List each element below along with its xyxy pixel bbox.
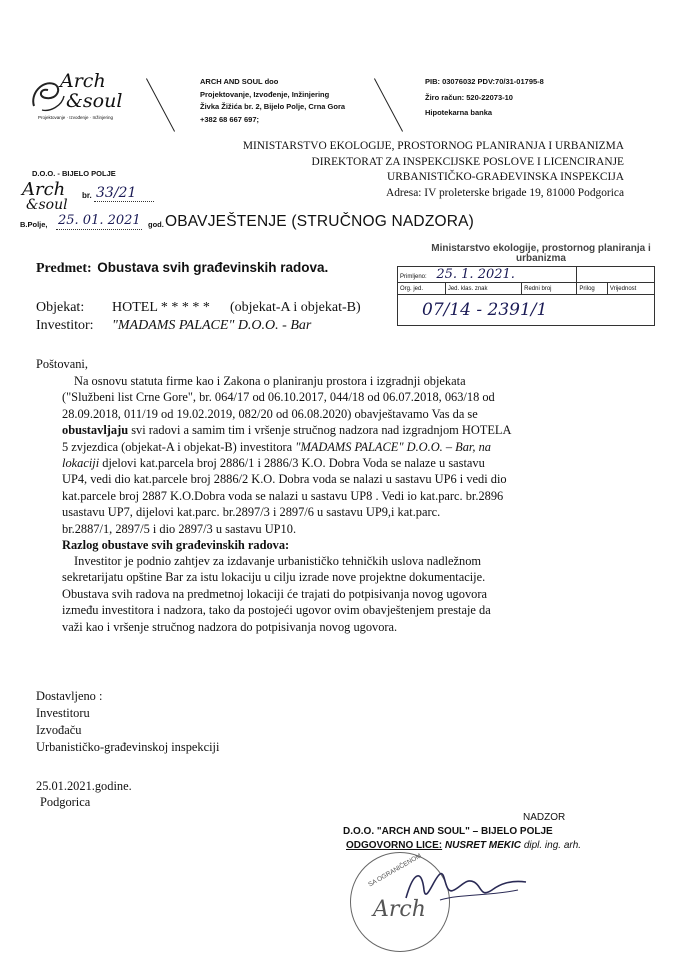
- signature-company: D.O.O. "ARCH AND SOUL" – BIJELO POLJE: [343, 826, 553, 837]
- delivered-item: Izvođaču: [36, 723, 82, 737]
- company-reference-stamp: [20, 165, 180, 235]
- investor-value: "MADAMS PALACE" D.O.O. - Bar: [112, 318, 312, 333]
- received-date: 25. 1. 2021.: [436, 267, 515, 282]
- subject-line: [36, 260, 328, 277]
- p2-line: sekretarijatu opštine Bar za istu lokaciju u cilju izrade nove projektne dokumentacije.: [62, 570, 486, 585]
- company-finance: [425, 76, 544, 120]
- document-date: 25.01.2021.godine.: [36, 779, 132, 793]
- p1-line: Na osnovu statuta firme kao i Zakona o planiranju prostora i izgradnji objekata: [74, 374, 466, 388]
- ministry-line-1: MINISTARSTVO EKOLOGIJE, PROSTORNOG PLANIRANJA I URBANIZMA: [242, 140, 624, 152]
- p1-line: obustavljaju svi radovi a samim tim i vršenje stručnog nadzora nad izgradnjom HOTELA: [62, 423, 512, 438]
- stamp-logo-soul: &soul: [26, 197, 68, 213]
- investor-label: Investitor:: [36, 318, 94, 333]
- p1-line: 5 zvjezdica (objekat-A i objekat-B) investitora "MADAMS PALACE" D.O.O. – Bar, na: [62, 439, 491, 454]
- p1-line: kat.parcele broj 2887 K.O.Dobra voda se nalazi u sastavu UP8 . Vedi io kat.parc. br.2896: [62, 488, 504, 503]
- main-paragraph: [36, 373, 636, 537]
- p2-line: između investitora i nadzora, tako da postojeći ugovor ovim obavještenjem prestaje da: [62, 603, 491, 618]
- signature-responsible: [346, 840, 581, 851]
- stamp-logo-arch: Arch: [22, 179, 66, 200]
- responsible-label: ODGOVORNO LICE:: [346, 840, 443, 851]
- delivered-list: [36, 688, 219, 756]
- p1-line: lokaciji djelovi kat.parcela broj 2886/1 i 2886/3 K.O. Dobra Voda se nalaze u sastavu: [62, 456, 485, 471]
- col-org-jed: Org. jed.: [398, 283, 446, 295]
- stamp-date-value: 25. 01. 2021: [58, 213, 141, 228]
- received-empty-cell: [577, 267, 655, 283]
- company-pib: PIB: 03076032 PDV:70/31-01795-8: [425, 77, 544, 86]
- object-line: [36, 300, 416, 316]
- company-services: Projektovanje, Izvođenje, Inžinjering: [200, 89, 330, 99]
- stamp-date-line: [56, 229, 142, 230]
- subject-value: Obustava svih građevinskih radova.: [97, 260, 329, 275]
- date-place: [36, 778, 132, 810]
- header-divider: [374, 78, 403, 131]
- reason-paragraph: [62, 553, 652, 635]
- p1-line: 28.09.2018, 011/19 od 19.02.2019, 082/20 od 06.08.2020) obavještavamo Vas da se: [62, 406, 478, 421]
- handwritten-signature: [400, 860, 540, 910]
- p1-line: usastavu UP7, dijelovi kat.parc. br.2897/3 i 2897/6 u sastavu UP9,i kat.parc.: [62, 505, 441, 520]
- company-phone: +382 68 667 697;: [200, 114, 260, 124]
- col-klas-znak: Jed. klas. znak: [445, 283, 521, 295]
- object-detail: (objekat-A i objekat-B): [230, 300, 361, 315]
- p1-line: br.2887/1, 2897/5 i dio 2897/3 u sastavu UP10.: [62, 521, 297, 536]
- ministry-line-3: URBANISTIČKO-GRAĐEVINSKA INSPEKCIJA: [386, 171, 624, 183]
- company-account: Žiro račun: 520-22073-10: [425, 92, 513, 102]
- company-name: ARCH AND SOUL doo: [200, 77, 279, 86]
- stamp-br-line: [94, 201, 154, 202]
- delivered-item: Urbanističko-građevinskoj inspekciji: [36, 740, 220, 754]
- col-redni-broj: Redni broj: [522, 283, 577, 295]
- round-stamp-logo: Arch: [373, 897, 426, 922]
- document-place: Podgorica: [40, 795, 91, 809]
- company-address: Živka Žižića br. 2, Bijelo Polje, Crna Gora: [200, 102, 346, 111]
- stamp-title: D.O.O. - BIJELO POLJE: [32, 169, 116, 178]
- object-label: Objekat:: [36, 300, 85, 315]
- stamp-place-label: B.Polje,: [20, 220, 48, 229]
- p1-line: ("Službeni list Crne Gore", br. 064/17 od 06.10.2017, 044/18 od 06.07.2018, 063/18 od: [62, 390, 495, 405]
- responsible-name: NUSRET MEKIC: [444, 840, 522, 851]
- logo-word-soul: &soul: [66, 90, 123, 112]
- stamp-god: god.: [148, 220, 164, 229]
- reason-heading: Razlog obustave svih građevinskih radova:: [62, 538, 290, 552]
- stamp-br-value: 33/21: [96, 185, 137, 201]
- received-stamp-table: [397, 266, 655, 326]
- signature-nadzor: NADZOR: [523, 812, 566, 823]
- header-divider: [146, 78, 175, 131]
- round-stamp-text: SA OGRANIČENOM: [367, 852, 423, 889]
- p1-line: UP4, vedi dio kat.parcele broj 2886/2 K.O. Dobra voda se nalazi u sastavu UP6 i vedi dio: [62, 472, 507, 487]
- received-number-cell: [398, 295, 655, 326]
- notice-title: OBAVJEŠTENJE (STRUČNOG NADZORA): [165, 213, 475, 230]
- emphasis-obustavljaju: obustavljaju: [62, 423, 129, 438]
- received-label: Primljeno:: [400, 274, 427, 280]
- object-hotel: HOTEL * * * * *: [112, 300, 210, 315]
- responsible-title: dipl. ing. arh.: [523, 840, 582, 851]
- received-number: 07/14 - 2391/1: [422, 300, 548, 320]
- stamp-br-label: br.: [82, 191, 92, 200]
- subject-label: Predmet:: [36, 261, 92, 276]
- received-stamp-header: Ministarstvo ekologije, prostornog planiranja i urbanizma: [431, 243, 651, 264]
- ministry-address: [104, 139, 624, 201]
- received-row: [398, 267, 577, 283]
- company-bank: Hipotekarna banka: [425, 108, 493, 117]
- p2-line: Investitor je podnio zahtjev za izdavanje urbanističko tehničkih uslova nadležnom: [74, 554, 482, 568]
- ministry-line-4: Adresa: IV proleterske brigade 19, 81000 Podgorica: [386, 186, 624, 199]
- col-prilog: Prilog: [577, 283, 607, 295]
- p2-line: Obustava svih radova na predmetnoj lokaciji će trajati do potpisivanja novog ugovora: [62, 586, 487, 601]
- logo-word-arch: Arch: [60, 70, 106, 92]
- ministry-line-2: DIREKTORAT ZA INSPEKCIJSKE POSLOVE I LICENCIRANJE: [311, 155, 624, 168]
- col-vrijednost: Vrijednost: [607, 283, 654, 295]
- investor-line: [36, 318, 416, 334]
- delivered-label: Dostavljeno :: [36, 689, 103, 703]
- company-logo: [28, 68, 138, 130]
- greeting: Poštovani,: [36, 357, 88, 371]
- delivered-item: Investitoru: [36, 706, 90, 720]
- p2-line: važi kao i vršenje stručnog nadzora do potpisivanja novog ugovora.: [62, 619, 398, 634]
- company-info: [200, 76, 345, 126]
- logo-tagline: Projektovanje · Izvođenje · Inžinjering: [38, 115, 114, 120]
